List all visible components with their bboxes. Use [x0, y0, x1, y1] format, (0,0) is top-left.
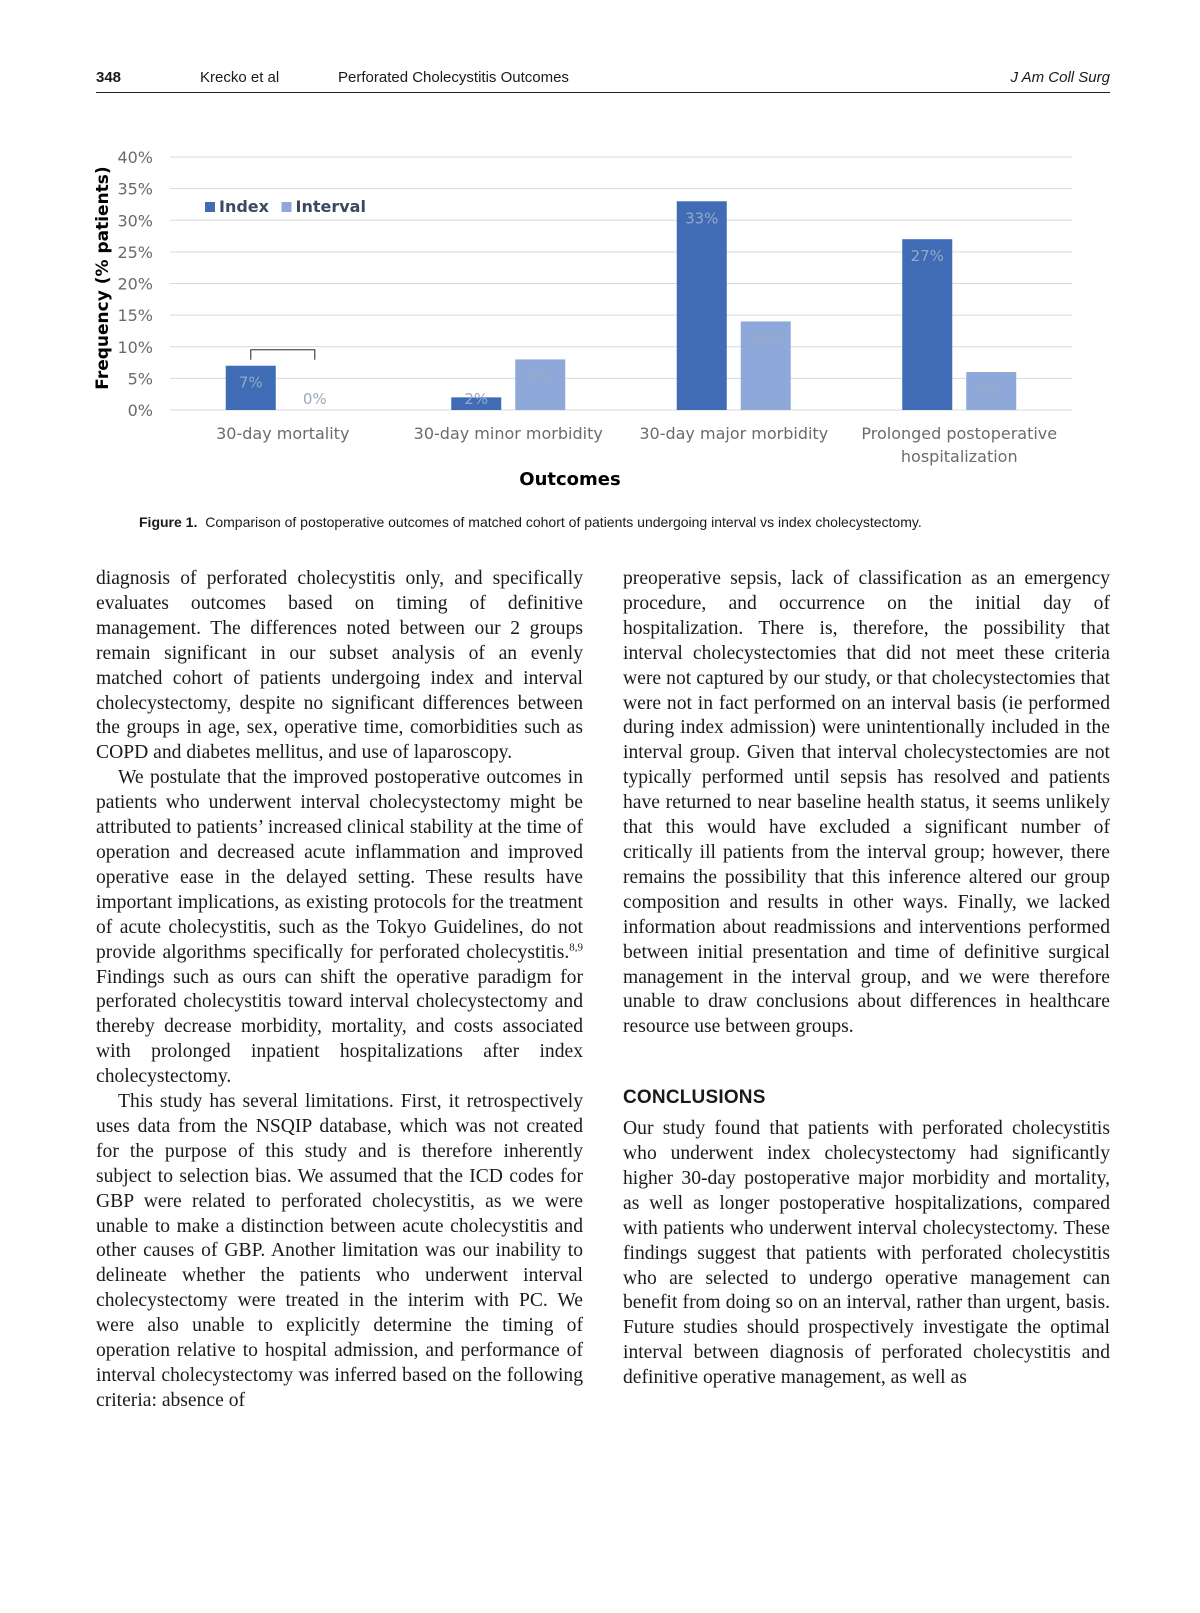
bar-chart: [92, 140, 1112, 512]
left-column: [96, 567, 583, 1414]
data-label: 33%: [685, 209, 719, 228]
paragraph-text: We postulate that the improved postoperative outcomes in patients who underwent interval cholecystectomy might be attributed to patients’ increased clinical stability at the time of operation and decreased acute inflammation and improved operative ease in the delayed setting. These results have important implications, as existing protocols for the treatment of acute cholecystitis, such as the Tokyo Guidelines, do not provide algorithms specifically for perforated cholecystitis.: [96, 767, 583, 963]
data-label: 2%: [464, 390, 489, 408]
y-tick-label: 0%: [127, 401, 153, 420]
y-tick-label: 15%: [117, 306, 153, 326]
category-label: 30-day mortality: [216, 424, 350, 443]
legend: [205, 197, 366, 216]
journal-name: J Am Coll Surg: [1010, 69, 1110, 86]
paragraph: This study has several limitations. First, it retrospectively uses data from the NSQIP database, which was not created for the purpose of this study and is therefore inherently subject to selection bias. We assumed that the ICD codes for GBP were related to perforated cholecystitis, as we were unable to make a distinction between acute cholecystitis and other causes of GBP. Another limitation was our inability to delineate whether the patients who underwent interval cholecystectomy were treated in the interim with PC. We were also unable to explicitly determine the timing of operation relative to hospital admission, and performance of interval cholecystectomy was inferred based on the following criteria: absence of: [96, 1091, 583, 1411]
category-label: Prolonged postoperative: [861, 424, 1058, 443]
paragraph-text: Findings such as ours can shift the operative paradigm for perforated cholecystitis toward interval cholecystectomy and thereby decrease morbidity, mortality, and costs associated with prolonged inpatient hospitalizations after index cholecystectomy.: [96, 966, 583, 1088]
y-tick-label: 25%: [117, 242, 153, 262]
x-axis-label: Outcomes: [519, 469, 621, 490]
legend-swatch-interval: [282, 202, 292, 212]
figure-caption: [139, 514, 1119, 530]
data-label: 7%: [238, 373, 263, 392]
category-label: 30-day major morbidity: [639, 424, 829, 443]
legend-swatch-index: [205, 202, 215, 212]
authors: Krecko et al: [200, 69, 280, 86]
page-number: 348: [96, 69, 122, 86]
y-tick-label: 5%: [127, 369, 153, 389]
figure-1-chart: [92, 140, 1112, 512]
category-labels: [216, 424, 1057, 466]
running-title: Perforated Cholecystitis Outcomes: [338, 69, 569, 86]
y-axis-label: Frequency (% patients): [93, 166, 113, 390]
right-column: [623, 567, 1110, 1391]
paragraph: Our study found that patients with perforated cholecystitis who underwent index cholecystectomy had significantly higher 30-day postoperative major morbidity and mortality, as well as longer postoperative hospitalizations, compared with patients who underwent interval cholecystectomy. These findings suggest that patients with perforated cholecystitis who are selected to undergo operative management can benefit from doing so on an interval, rather than urgent, basis. Future studies should prospectively investigate the optimal interval between diagnosis of perforated cholecystitis and definitive operative management, as well as: [623, 1118, 1110, 1389]
data-label: 27%: [910, 247, 944, 266]
figure-label: Figure 1.: [139, 514, 198, 530]
y-tick-label: 20%: [117, 274, 153, 294]
paragraph: [96, 766, 583, 1090]
caption-text: Comparison of postoperative outcomes of matched cohort of patients undergoing interval vs index cholecystectomy.: [205, 514, 922, 530]
legend-label-interval: Interval: [295, 197, 366, 216]
y-tick-label: 30%: [117, 211, 153, 231]
paragraph: preoperative sepsis, lack of classification as an emergency procedure, and occurrence on the initial day of hospitalization. There is, therefore, the possibility that interval cholecystectomies that did not meet these criteria were not captured by our study, or that cholecystectomies that were not in fact performed on an interval basis (ie performed during index admission) were unintentionally included in the interval group. Given that interval cholecystectomies are not typically performed until sepsis has resolved and patients have returned to near baseline health status, it seems unlikely that this would have excluded a significant number of critically ill patients from the interval group; however, there remains the possibility that this inference altered our group composition and results in other ways. Finally, we lacked information about readmissions and interventions performed between initial presentation and time of definitive surgical management in the interval group, and we were therefore unable to draw conclusions about differences in healthcare resource use between groups.: [623, 568, 1110, 1038]
citation-ref: 8,9: [569, 941, 583, 954]
legend-label-index: Index: [219, 197, 269, 216]
y-tick-label: 35%: [117, 179, 153, 199]
section-heading: CONCLUSIONS: [623, 1087, 766, 1109]
category-label: hospitalization: [900, 447, 1018, 466]
data-label: 0%: [302, 390, 327, 408]
paragraph: diagnosis of perforated cholecystitis only, and specifically evaluates outcomes based on timing of definitive management. The differences noted between our 2 groups remain significant in our subset analysis of an evenly matched cohort of patients undergoing index and interval cholecystectomy, despite no significant differences between the groups in age, sex, operative time, comorbidities such as COPD and diabetes mellitus, and use of laparoscopy.: [96, 568, 583, 764]
y-tick-labels: [117, 148, 153, 420]
running-header: [96, 66, 1110, 93]
data-label: 6%: [979, 380, 1004, 399]
significance-bracket: [251, 350, 315, 360]
y-tick-label: 40%: [117, 148, 153, 167]
category-label: 30-day minor morbidity: [413, 424, 603, 443]
y-tick-label: 10%: [117, 337, 153, 357]
data-label: 8%: [528, 367, 553, 386]
data-label: 14%: [749, 329, 783, 348]
bar-index: [677, 201, 727, 410]
